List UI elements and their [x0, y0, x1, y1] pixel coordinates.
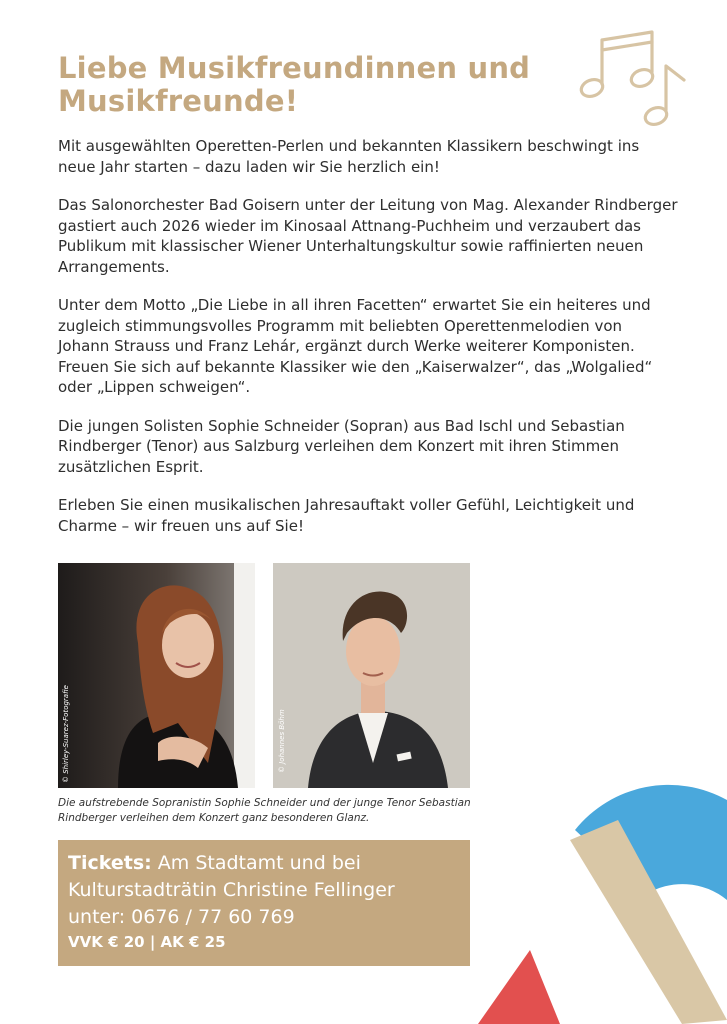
ticket-prices: VVK € 20 | AK € 25: [68, 933, 226, 951]
paragraph-orchestra: Das Salonorchester Bad Goisern unter der Leitung von Mag. Alexander Rindberger gastiert auch 2026 wieder im Kinosaal Attnang-Puchheim und verzaubert das Publikum mit klassischer Wiener Unterhaltungskultur sowie raffinierten neuen Arrangements.: [58, 196, 678, 276]
body-text: [58, 136, 678, 554]
tickets-label: Tickets:: [68, 852, 152, 874]
photo-credit-2: © Johannes Böhm: [278, 709, 286, 773]
paragraph-closing: Erleben Sie einen musikalischen Jahresauftakt voller Gefühl, Leichtigkeit und Charme – wir freuen uns auf Sie!: [58, 496, 635, 535]
paragraph-intro: Mit ausgewählten Operetten-Perlen und bekannten Klassikern beschwingt ins neue Jahr starten – dazu laden wir Sie herzlich ein!: [58, 137, 640, 176]
music-notes-icon: [574, 22, 694, 140]
page-title: Liebe Musikfreundinnen und Musikfreunde!: [58, 51, 531, 118]
decorative-shapes: [450, 780, 727, 1024]
photo-caption: Die aufstrebende Sopranistin Sophie Schneider und der junge Tenor Sebastian Rindberger verleihen dem Konzert ganz besonderen Glanz.: [58, 797, 471, 824]
tickets-line-1: [68, 850, 460, 877]
photo-credit-1: © Shirley-Suarez-Fotografie: [62, 685, 70, 783]
tickets-line-2: Kulturstadträtin Christine Fellinger: [68, 879, 395, 901]
paragraph-soloists: Die jungen Solisten Sophie Schneider (Sopran) aus Bad Ischl und Sebastian Rindberger (Tenor) aus Salzburg verleihen dem Konzert mit ihren Stimmen zusätzlichen Esprit.: [58, 416, 625, 476]
tickets-box: [58, 840, 470, 966]
photo-sophie-schneider: [58, 563, 255, 788]
paragraph-program: Unter dem Motto „Die Liebe in all ihren Facetten“ erwartet Sie ein heiteres und zugleich stimmungsvolles Programm mit beliebten Operettenmelodien von Johann Strauss und Franz Lehár, ergänzt durch Werke weiterer Komponisten. Freuen Sie sich auf bekannte Klassiker wie den „Kaiserwalzer“, das „Wolgalied“ oder „Lippen schweigen“.: [58, 296, 653, 396]
tickets-location: Am Stadtamt und bei: [151, 852, 361, 874]
tickets-phone: unter: 0676 / 77 60 769: [68, 906, 295, 928]
photo-sebastian-rindberger: [273, 563, 470, 788]
